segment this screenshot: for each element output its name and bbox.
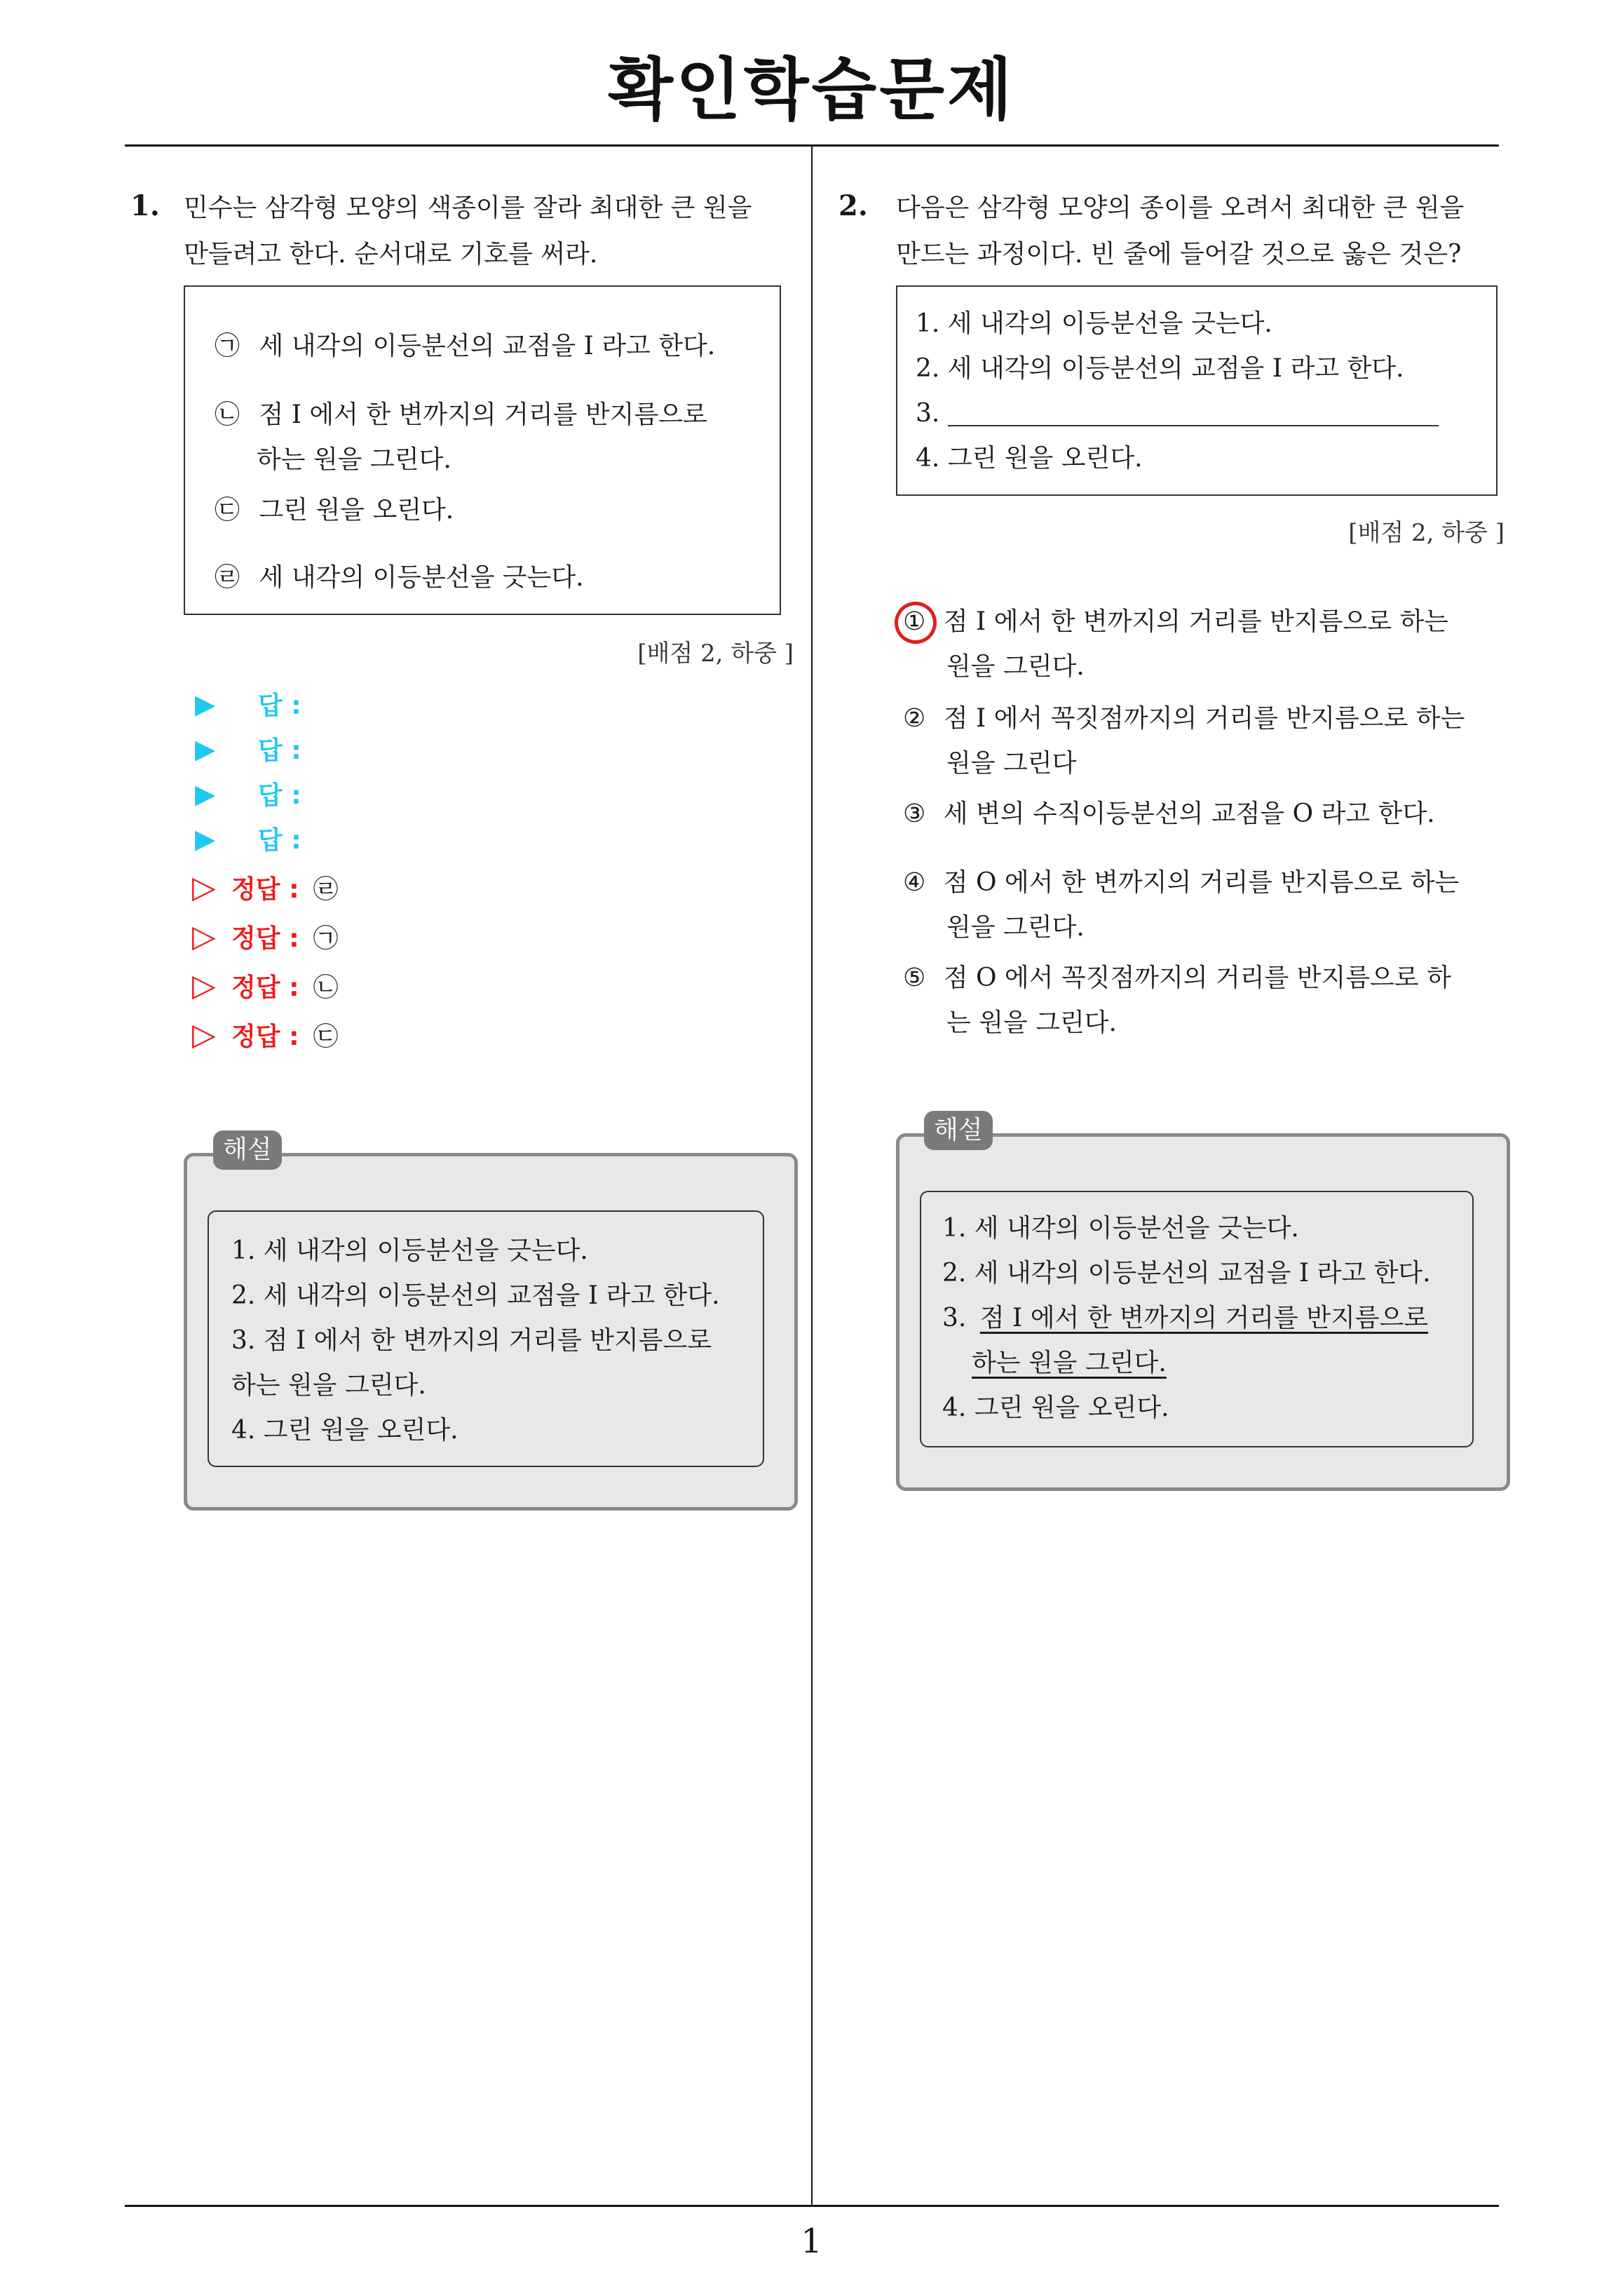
q2-score: [배점 2, 하중 ] [1348,519,1505,547]
q1-answer-row-2[interactable] [195,731,301,767]
option-2-mark: ② [903,704,926,733]
q1-item-1-text: 세 내각의 이등분선의 교점을 I 라고 한다. [259,332,716,360]
option-1-mark: ① [903,607,926,636]
q1-expl-line-5: 4. 그린 원을 오린다. [231,1416,459,1445]
q1-item-3-text: 그린 원을 오린다. [259,496,454,525]
q1-explanation-tag: 해설 [213,1130,282,1170]
q1-text-line2: 만들려고 한다. 순서대로 기호를 써라. [184,240,598,269]
q1-item-2-mark: ㉡ [215,400,240,429]
q1-correct-row-4 [192,1017,339,1053]
play-arrow-icon: ▶ [195,823,216,854]
q1-item-3 [215,488,454,533]
play-arrow-icon: ▶ [195,733,216,764]
q1-correct-row-2 [192,919,339,954]
q2-option-1[interactable] [903,599,1448,645]
correct-label: 정답 : [231,1022,299,1051]
q1-item-2-text: 점 I 에서 한 변까지의 거리를 반지름으로 [259,400,707,429]
option-4-mark: ④ [903,868,926,897]
option-1-text: 점 I 에서 한 변까지의 거리를 반지름으로 하는 [943,607,1449,636]
outline-triangle-icon: ▷ [192,968,216,1004]
q2-expl-line-4: 4. 그린 원을 오린다. [942,1393,1169,1422]
q1-item-1 [215,324,715,369]
q1-item-2-cont: 하는 원을 그린다. [257,445,451,474]
q2-expl-line-3-number: 3. [942,1304,967,1332]
q2-option-4-cont: 원을 그린다. [946,913,1085,942]
q1-answer-row-1[interactable] [195,686,301,722]
correct-label: 정답 : [231,875,299,904]
q2-step-2: 2. 세 내각의 이등분선의 교점을 I 라고 한다. [916,354,1404,383]
correct-value: ㉡ [313,973,339,1002]
q1-text-line1: 민수는 삼각형 모양의 색종이를 잘라 최대한 큰 원을 [184,194,752,222]
q2-step-4: 4. 그린 원을 오린다. [916,444,1143,473]
q1-score: [배점 2, 하중 ] [637,640,794,668]
option-5-mark: ⑤ [903,964,926,992]
option-3-mark: ③ [903,799,926,828]
q2-text-line1: 다음은 삼각형 모양의 종이를 오려서 최대한 큰 원을 [896,194,1465,222]
q2-step-1: 1. 세 내각의 이등분선을 긋는다. [916,309,1272,338]
option-2-text: 점 I 에서 꼭짓점까지의 거리를 반지름으로 하는 [943,704,1465,733]
q2-option-4[interactable] [903,860,1459,906]
answer-label: 답 : [258,736,301,765]
q1-item-1-mark: ㉠ [215,332,240,360]
outline-triangle-icon: ▷ [192,870,216,905]
q1-expl-line-1: 1. 세 내각의 이등분선을 긋는다. [231,1236,588,1265]
answer-label: 답 : [258,781,301,810]
q2-text-line2: 만드는 과정이다. 빈 줄에 들어갈 것으로 옳은 것은? [896,240,1462,269]
correct-value: ㉣ [313,875,339,904]
column-divider [811,144,813,2206]
q1-expl-line-3: 3. 점 I 에서 한 변까지의 거리를 반지름으로 [231,1326,712,1355]
q2-option-3[interactable] [903,791,1435,837]
blank-line [948,404,1439,426]
answer-label: 답 : [258,826,301,855]
q2-step-3 [916,391,1439,436]
q2-expl-line-2: 2. 세 내각의 이등분선의 교점을 I 라고 한다. [942,1259,1431,1288]
q2-expl-line-3-cont: 하는 원을 그린다. [972,1349,1167,1377]
outline-triangle-icon: ▷ [192,919,216,954]
footer-rule [125,2205,1499,2207]
q2-option-2-cont: 원을 그린다 [946,749,1077,778]
play-arrow-icon: ▶ [195,688,216,720]
q2-option-1-cont: 원을 그린다. [946,652,1085,681]
option-5-text: 점 O 에서 꼭짓점까지의 거리를 반지름으로 하 [943,964,1451,992]
q1-item-4-mark: ㉣ [215,563,240,592]
q1-answer-row-4[interactable] [195,821,301,856]
option-4-text: 점 O 에서 한 변까지의 거리를 반지름으로 하는 [943,868,1460,897]
q1-item-3-mark: ㉢ [215,496,240,525]
q1-answer-row-3[interactable] [195,776,301,811]
q2-option-5-cont: 는 원을 그린다. [946,1008,1117,1037]
q1-item-4 [215,555,584,600]
q2-option-2[interactable] [903,696,1465,742]
q2-expl-line-3 [942,1296,1428,1341]
q2-option-5[interactable] [903,955,1451,1001]
q2-step-3-number: 3. [916,399,940,428]
correct-value: ㉠ [313,924,339,953]
q1-number: 1. [130,189,160,222]
page-number: 1 [801,2222,822,2261]
q1-item-4-text: 세 내각의 이등분선을 긋는다. [259,563,584,592]
option-3-text: 세 변의 수직이등분선의 교점을 O 라고 한다. [943,799,1435,828]
correct-label: 정답 : [231,973,299,1002]
q1-correct-row-3 [192,968,339,1004]
q2-number: 2. [838,189,868,222]
q2-expl-line-1: 1. 세 내각의 이등분선을 긋는다. [942,1214,1299,1243]
q2-expl-line-3-text: 점 I 에서 한 변까지의 거리를 반지름으로 [979,1304,1429,1332]
page-title: 확인학습문제 [608,50,1015,129]
answer-label: 답 : [258,691,301,720]
q1-expl-line-2: 2. 세 내각의 이등분선의 교점을 I 라고 한다. [231,1281,720,1310]
q1-expl-line-4: 하는 원을 그린다. [231,1371,426,1400]
correct-value: ㉢ [313,1022,339,1051]
outline-triangle-icon: ▷ [192,1017,216,1053]
play-arrow-icon: ▶ [195,778,216,809]
correct-label: 정답 : [231,924,299,953]
q2-explanation-tag: 해설 [924,1111,993,1150]
q1-item-2 [215,393,707,438]
q1-correct-row-1 [192,870,339,905]
